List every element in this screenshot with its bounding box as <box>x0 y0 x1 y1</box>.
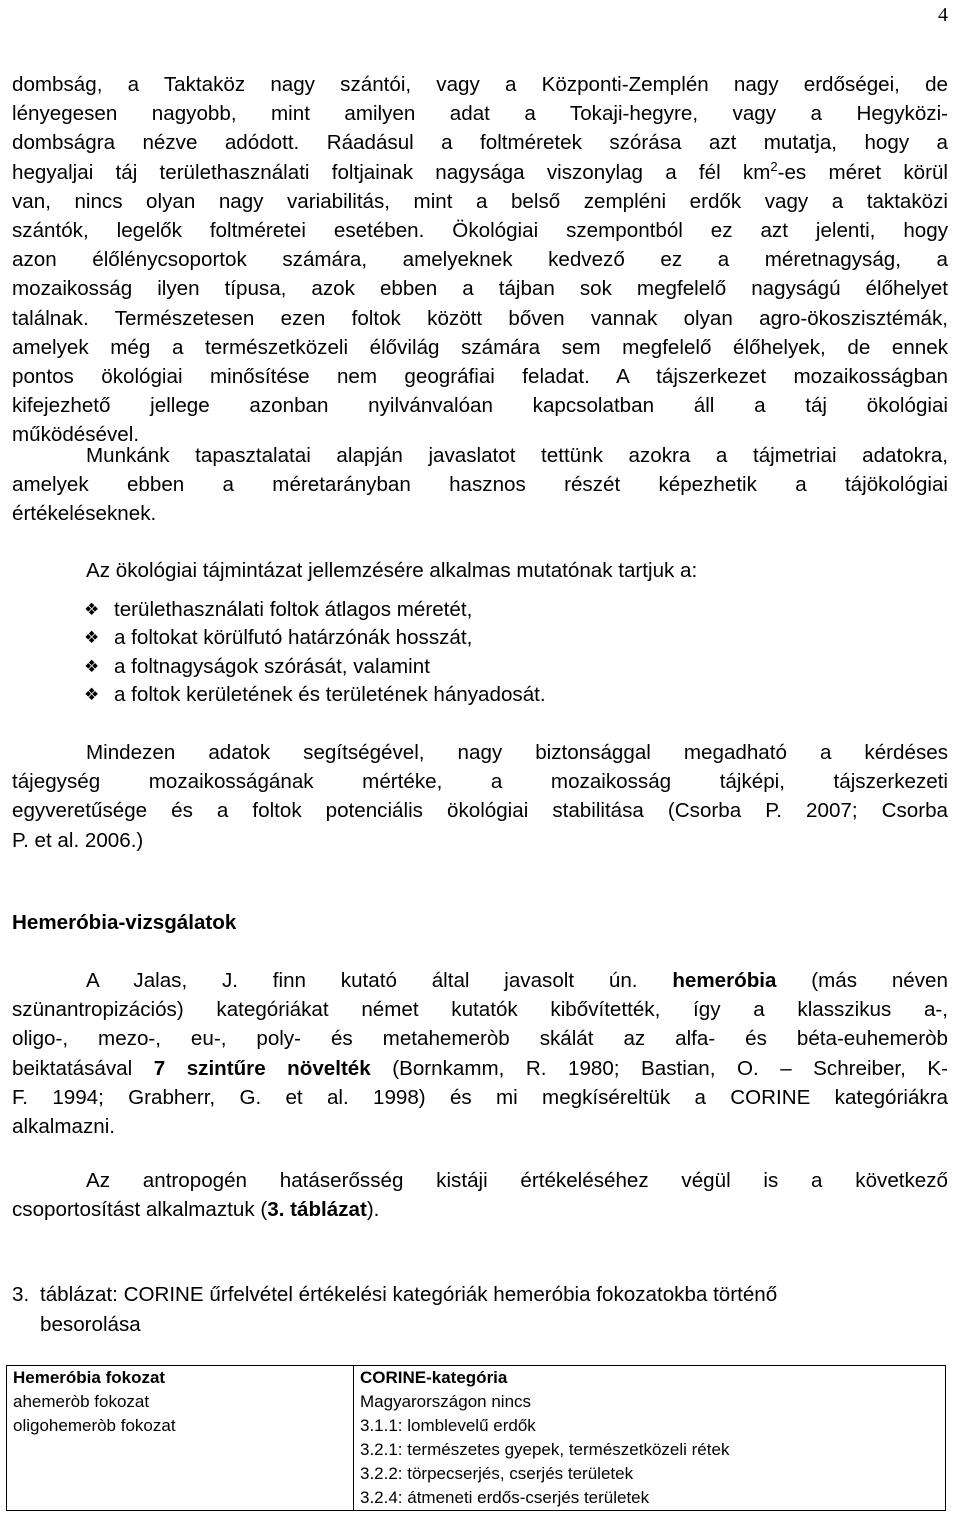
body-paragraph-1 <box>12 70 948 450</box>
table-cell: 3.2.1: természetes gyepek, természetközeli rétek <box>354 1438 946 1462</box>
table-row <box>7 1414 946 1438</box>
text-line <box>12 1054 948 1083</box>
table-row <box>7 1438 946 1462</box>
list-item-text: a foltok kerületének és területének hányadosát. <box>114 683 546 707</box>
table-row <box>7 1462 946 1486</box>
text-line: Az ökológiai tájmintázat jellemzésére alkalmas mutatónak tartjuk a: <box>86 559 698 582</box>
table-cell: ahemeròb fokozat <box>7 1390 354 1414</box>
text-line: egyveretűsége és a foltok potenciális ökológiai stabilitása (Csorba P. 2007; Csorba <box>12 799 948 823</box>
text-fragment: A Jalas, J. finn kutató által javasolt ún. <box>86 969 638 992</box>
text-line: Az antropogén hatáserősség kistáji értékeléséhez végül is a következő <box>86 1169 948 1192</box>
table-number: 3. <box>12 1283 30 1306</box>
text-line: besorolása <box>40 1313 141 1336</box>
text-line: amelyek ebben a méretarányban hasznos részét képezhetik a tájökológiai <box>12 473 948 497</box>
diamond-bullet-icon: ❖ <box>84 685 100 706</box>
list-item <box>84 681 546 709</box>
table-cell: 3.2.2: törpecserjés, cserjés területek <box>354 1462 946 1486</box>
body-paragraph-3 <box>12 738 948 855</box>
body-paragraph-2 <box>12 441 948 529</box>
table-cell <box>7 1462 354 1486</box>
text-line: tájegység mozaikosságának mértéke, a mozaikosság tájképi, tájszerkezeti <box>12 770 948 794</box>
section-heading: Hemeróbia-vizsgálatok <box>12 911 237 934</box>
text-line <box>12 966 948 995</box>
text-line: működésével. <box>12 423 140 447</box>
table-row <box>7 1486 946 1511</box>
text-line: amelyek még a természetközeli élővilág számára sem megfelelő élőhelyek, de ennek <box>12 335 948 359</box>
page-number: 4 <box>938 4 948 26</box>
list-item <box>84 624 546 652</box>
list-item <box>84 596 546 624</box>
body-paragraph-4 <box>12 966 948 1141</box>
table-cell <box>7 1486 354 1511</box>
text-line: azon élőlénycsoportok számára, amelyeknek kedvező ez a méretnagyság, a <box>12 248 948 272</box>
text-line: F. 1994; Grabherr, G. et al. 1998) és mi megkíséreltük a CORINE kategóriákra <box>12 1085 948 1109</box>
list-item-text: területhasználati foltok átlagos méretét, <box>114 598 473 621</box>
column-header: Hemeróbia fokozat <box>7 1366 354 1391</box>
hemerobia-corine-table <box>6 1365 946 1511</box>
text-line: P. et al. 2006.) <box>12 828 144 852</box>
text-line: szünantropizációs) kategóriákat német kutatók kibővítették, így a klasszikus a-, <box>12 998 948 1022</box>
text-fragment: ). <box>366 1198 380 1222</box>
body-paragraph-5 <box>12 1166 948 1224</box>
list-item <box>84 653 546 681</box>
text-line: szántók, legelők foltméretei esetében. Ökológiai szempontból ez azt jelenti, hogy <box>12 219 948 243</box>
text-fragment: (más néven <box>811 969 948 992</box>
column-header: CORINE-kategória <box>354 1366 946 1391</box>
text-line: kifejezhető jellege azonban nyilvánvalóan kapcsolatban áll a táj ökológiai <box>12 394 948 418</box>
diamond-bullet-icon: ❖ <box>84 600 100 620</box>
table-reference: 3. táblázat <box>267 1198 367 1222</box>
text-line: alkalmazni. <box>12 1115 116 1139</box>
text-line-with-superscript <box>12 158 948 187</box>
bold-term: hemeróbia <box>672 969 777 992</box>
table-caption <box>12 1280 777 1340</box>
list-intro <box>12 556 948 585</box>
table-cell: 3.2.4: átmeneti erdős-cserjés területek <box>354 1486 946 1511</box>
table-row <box>7 1390 946 1414</box>
text-line: dombságra nézve adódott. Ráadásul a foltméretek szórása azt mutatja, hogy a <box>12 131 948 155</box>
text-line: oligo-, mezo-, eu-, poly- és metahemeròb skálát az alfa- és béta-euhemeròb <box>12 1027 948 1051</box>
text-line <box>12 1195 948 1224</box>
caption-text: táblázat: CORINE űrfelvétel értékelési kategóriák hemeróbia fokozatokba történő <box>40 1283 778 1306</box>
list-item-text: a foltokat körülfutó határzónák hosszát, <box>114 626 473 650</box>
bold-term: 7 szintűre növelték <box>153 1056 371 1080</box>
text-line: Munkánk tapasztalatai alapján javaslatot tettünk azokra a tájmetriai adatokra, <box>86 444 948 467</box>
text-line: pontos ökológiai minősítése nem geográfiai feladat. A tájszerkezet mozaikosságban <box>12 365 948 389</box>
text-line <box>12 1280 777 1310</box>
text-fragment: csoportosítást alkalmaztuk ( <box>12 1198 268 1222</box>
text-line: dombság, a Taktaköz nagy szántói, vagy a Központi-Zemplén nagy erdőségei, de <box>12 73 948 96</box>
table-cell: 3.1.1: lomblevelű erdők <box>354 1414 946 1438</box>
text-line: találnak. Természetesen ezen foltok között bőven vannak olyan agro-ökoszisztémák, <box>12 306 948 330</box>
table-cell: Magyarországon nincs <box>354 1390 946 1414</box>
text-line: van, nincs olyan nagy variabilitás, mint a belső zempléni erdők vagy a taktaközi <box>12 189 948 213</box>
text-line: értékeléseknek. <box>12 502 157 526</box>
list-item-text: a foltnagyságok szórását, valamint <box>114 654 430 678</box>
text-line: Mindezen adatok segítségével, nagy biztonsággal megadható a kérdéses <box>86 741 948 764</box>
text-line: lényegesen nagyobb, mint amilyen adat a Tokaji-hegyre, vagy a Hegyközi- <box>12 102 948 126</box>
diamond-bullet-icon: ❖ <box>84 656 100 677</box>
table-cell: oligohemeròb fokozat <box>7 1414 354 1438</box>
text-fragment: beiktatásával <box>12 1056 133 1080</box>
indicator-list <box>84 596 546 710</box>
text-fragment: hegyaljai táj területhasználati foltjainak nagysága viszonylag a fél km <box>12 160 771 184</box>
table-cell <box>7 1438 354 1462</box>
text-fragment: (Bornkamm, R. 1980; Bastian, O. – Schreiber, K- <box>392 1056 948 1080</box>
table-header-row <box>7 1366 946 1391</box>
text-line: mozaikosság ilyen típusa, azok ebben a tájban sok megfelelő nagyságú élőhelyet <box>12 277 948 301</box>
text-fragment: -es méret körül <box>777 160 948 184</box>
diamond-bullet-icon: ❖ <box>84 628 100 649</box>
superscript: 2 <box>770 158 778 174</box>
